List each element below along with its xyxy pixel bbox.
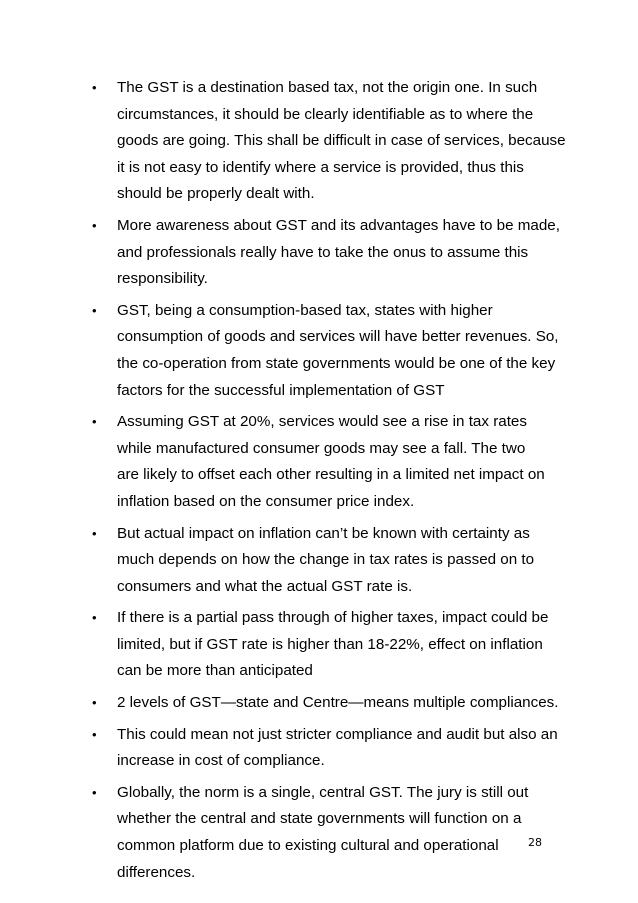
bullet-icon: •: [92, 726, 97, 742]
bullet-icon: •: [92, 525, 97, 541]
text-line: whether the central and state governments will function on a: [117, 810, 522, 828]
bullet-icon: •: [92, 217, 97, 233]
text-line: consumers and what the actual GST rate is.: [117, 577, 413, 595]
list-item: [92, 409, 592, 515]
text-line: much depends on how the change in tax rates is passed on to: [117, 551, 535, 569]
list-item: [92, 722, 592, 775]
text-line: while manufactured consumer goods may see a fall. The two: [117, 439, 526, 457]
text-line: increase in cost of compliance.: [117, 752, 325, 770]
text-line: common platform due to existing cultural and operational: [117, 837, 499, 855]
text-line: GST, being a consumption-based tax, states with higher: [117, 301, 493, 319]
bullet-icon: •: [92, 302, 97, 318]
text-line: should be properly dealt with.: [117, 185, 315, 203]
text-line: and professionals really have to take the onus to assume this: [117, 243, 529, 261]
bullet-icon: •: [92, 80, 97, 95]
text-line: consumption of goods and services will have better revenues. So,: [117, 328, 559, 346]
text-line: This could mean not just stricter compliance and audit but also an: [117, 725, 558, 743]
text-line: But actual impact on inflation can’t be known with certainty as: [117, 524, 530, 542]
text-line: are likely to offset each other resulting in a limited net impact on: [117, 466, 545, 484]
list-item: [92, 75, 592, 208]
text-line: inflation based on the consumer price index.: [117, 492, 415, 510]
text-line: goods are going. This shall be difficult in case of services, because: [117, 132, 566, 150]
list-item: [92, 521, 592, 601]
page-number: 28: [528, 836, 542, 849]
text-line: responsibility.: [117, 270, 208, 288]
text-line: the co-operation from state governments would be one of the key: [117, 354, 556, 372]
text-line: More awareness about GST and its advantages have to be made,: [117, 216, 560, 234]
text-line: differences.: [117, 863, 196, 881]
text-line: If there is a partial pass through of higher taxes, impact could be: [117, 609, 549, 627]
text-line: factors for the successful implementation of GST: [117, 381, 445, 399]
text-line: Globally, the norm is a single, central GST. The jury is still out: [117, 783, 529, 801]
text-line: 2 levels of GST—state and Centre—means multiple compliances.: [117, 694, 559, 712]
text-line: it is not easy to identify where a service is provided, thus this: [117, 158, 524, 176]
list-item: [92, 213, 592, 293]
list-item: [92, 298, 592, 404]
list-item: [92, 690, 592, 717]
bullet-list: [92, 75, 592, 886]
bullet-icon: •: [92, 695, 97, 711]
text-line: can be more than anticipated: [117, 662, 313, 680]
text-line: Assuming GST at 20%, services would see a rise in tax rates: [117, 413, 527, 431]
bullet-icon: •: [92, 784, 97, 800]
list-item: [92, 780, 592, 886]
bullet-icon: •: [92, 414, 97, 430]
text-line: circumstances, it should be clearly identifiable as to where the: [117, 105, 534, 123]
text-line: limited, but if GST rate is higher than 18-22%, effect on inflation: [117, 635, 543, 653]
bullet-icon: •: [92, 610, 97, 626]
list-item: [92, 605, 592, 685]
text-line: The GST is a destination based tax, not the origin one. In such: [117, 79, 538, 96]
